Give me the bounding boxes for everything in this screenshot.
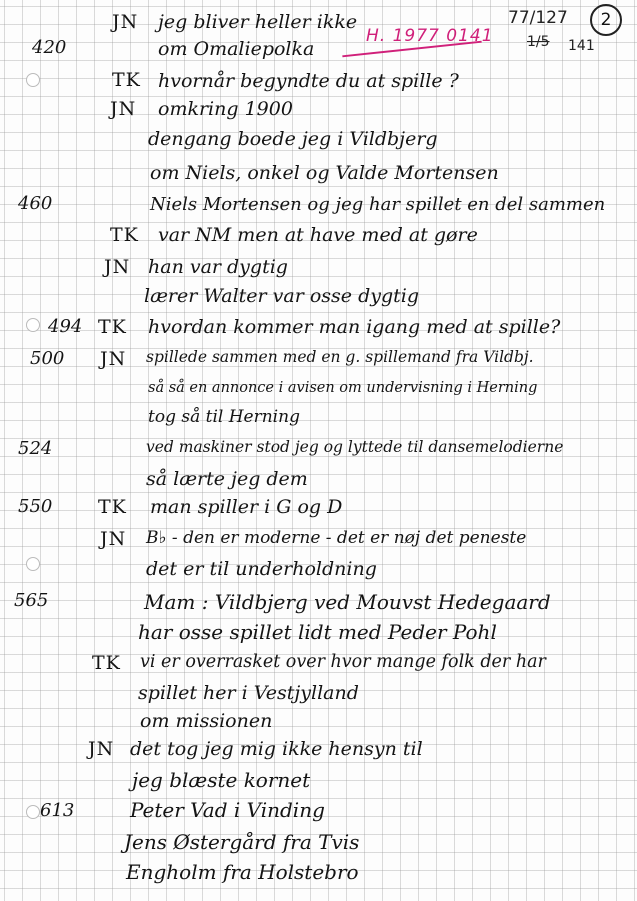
counter-number: 565 [14, 590, 49, 611]
speaker: TK [98, 316, 127, 338]
transcript-line: spillet her i Vestjylland [138, 682, 359, 704]
speaker: JN [100, 348, 127, 370]
transcript-line: var NM men at have med at gøre [158, 224, 478, 246]
punch-hole [26, 557, 40, 571]
transcript-line: dengang boede jeg i Vildbjerg [148, 128, 438, 150]
transcript-line: man spiller i G og D [150, 496, 343, 518]
transcript-line: det tog jeg mig ikke hensyn til [130, 738, 423, 760]
transcript-line: omkring 1900 [158, 98, 293, 120]
archive-subnumber-struck: 1/5 [527, 34, 550, 50]
counter-number: 494 [48, 316, 83, 337]
transcript-line: lærer Walter var osse dygtig [144, 285, 420, 307]
transcript-line: det er til underholdning [146, 558, 377, 580]
speaker: JN [110, 98, 137, 120]
transcript-line: så lærte jeg dem [146, 468, 308, 490]
counter-number: 550 [18, 496, 53, 517]
archive-number: 77/127 [508, 8, 568, 28]
archive-subnumber: 141 [568, 38, 595, 54]
punch-hole [26, 805, 40, 819]
counter-number: 420 [32, 37, 67, 58]
transcript-line: Jens Østergård fra Tvis [124, 830, 360, 854]
transcript-line: Peter Vad i Vinding [130, 798, 325, 822]
archive-stamp: H. 1977 0141 [366, 26, 494, 46]
speaker: JN [100, 528, 127, 550]
transcript-line: Niels Mortensen og jeg har spillet en del sammen [150, 194, 606, 215]
speaker: TK [92, 652, 121, 674]
transcript-line: spillede sammen med en g. spillemand fra Vildbj. [146, 348, 534, 366]
speaker: TK [110, 224, 139, 246]
transcript-line: vi er overrasket over hvor mange folk der har [140, 652, 546, 672]
transcript-line: så så en annonce i avisen om undervisning i Herning [148, 380, 538, 396]
transcript-line: tog så til Herning [148, 407, 300, 427]
speaker: JN [104, 256, 131, 278]
speaker: JN [88, 738, 115, 760]
transcript-line: Mam : Vildbjerg ved Mouvst Hedegaard [144, 590, 551, 614]
counter-number: 524 [18, 438, 53, 459]
transcript-line: hvordan kommer man igang med at spille? [148, 316, 561, 338]
transcript-line: ved maskiner stod jeg og lyttede til dansemelodierne [146, 438, 564, 456]
transcript-line: har osse spillet lidt med Peder Pohl [138, 620, 497, 644]
transcript-line: jeg bliver heller ikke [158, 11, 358, 33]
transcript-line: om missionen [140, 710, 273, 732]
transcript-line: jeg blæste kornet [132, 768, 311, 792]
punch-hole [26, 318, 40, 332]
transcript-line: B♭ - den er moderne - det er nøj det peneste [146, 528, 527, 548]
counter-number: 500 [30, 348, 65, 369]
speaker: JN [112, 11, 139, 33]
counter-number: 460 [18, 193, 53, 214]
punch-hole [26, 73, 40, 87]
transcript-line: om Niels, onkel og Valde Mortensen [150, 162, 499, 184]
page-number: 2 [590, 4, 622, 36]
counter-number: 613 [40, 800, 75, 821]
speaker: TK [112, 69, 141, 91]
transcript-line: Engholm fra Holstebro [126, 860, 359, 884]
speaker: TK [98, 496, 127, 518]
transcript-line: hvornår begyndte du at spille ? [158, 70, 459, 92]
transcript-line: om Omaliepolka [158, 38, 315, 60]
transcript-line: han var dygtig [148, 256, 288, 278]
